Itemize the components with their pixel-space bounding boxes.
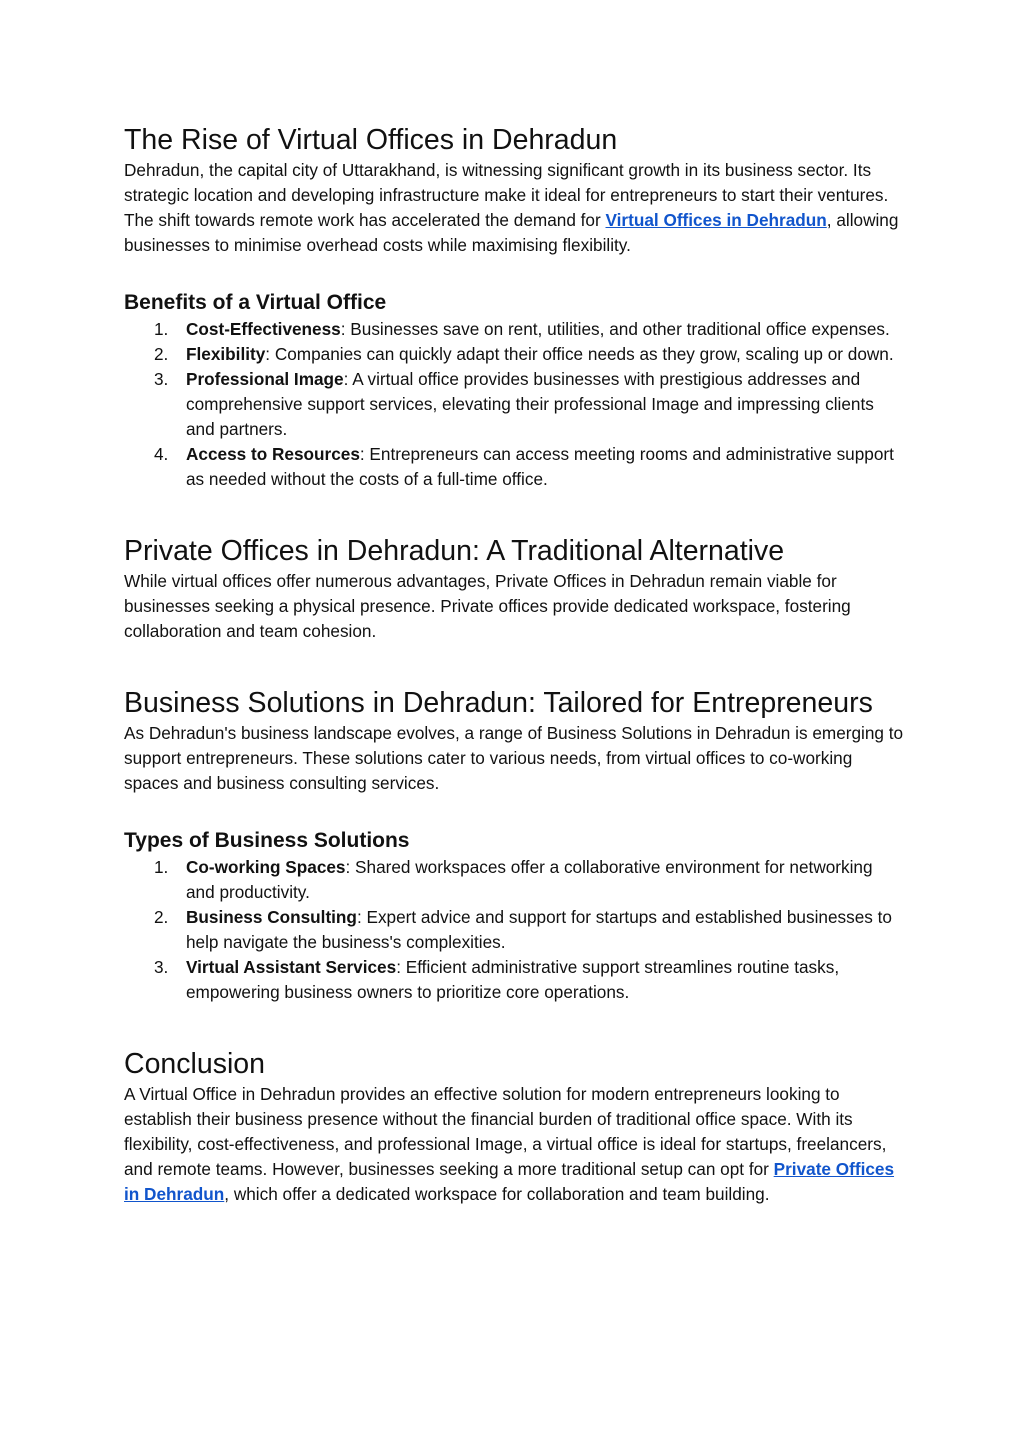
list-number: 2.	[154, 907, 169, 927]
paragraph-business-solutions: As Dehradun's business landscape evolves, a range of Business Solutions in Dehradun is emerging to support entrepreneurs. These solutions cater to various needs, from virtual offices to co-working spaces and business consulting services.	[124, 723, 904, 793]
list-text: : A virtual office provides businesses with prestigious addresses and comprehensive support services, elevating their professional Image and impressing clients and partners.	[186, 369, 874, 439]
paragraph-private-offices: While virtual offices offer numerous advantages, Private Offices in Dehradun remain viable for businesses seeking a physical presence. Private offices provide dedicated workspace, fostering collaboration and team cohesion.	[124, 571, 851, 641]
list-item	[124, 367, 904, 442]
list-item	[124, 905, 904, 955]
paragraph-intro-text-end: , allowing businesses to minimise overhead costs while maximising flexibility.	[124, 210, 899, 255]
list-text: : Businesses save on rent, utilities, and other traditional office expenses.	[340, 319, 890, 339]
list-term: Business Consulting	[186, 907, 357, 927]
list-item	[124, 342, 904, 367]
list-term: Access to Resources	[186, 444, 360, 464]
heading-private-offices: Private Offices in Dehradun: A Traditional Alternative	[124, 535, 785, 567]
list-number: 1.	[154, 319, 169, 339]
paragraph-intro-text-start: Dehradun, the capital city of Uttarakhand, is witnessing significant growth in its business sector. Its strategic location and developing infrastructure make it ideal for entrepreneurs to start their ventures. The shift towards remote work has accelerated the demand for	[124, 160, 889, 230]
types-list	[124, 855, 904, 1005]
list-number: 3.	[154, 957, 169, 977]
link-virtual-offices-dehradun[interactable]: Virtual Offices in Dehradun	[605, 210, 827, 230]
list-number: 1.	[154, 857, 169, 877]
list-text: : Expert advice and support for startups and established businesses to help navigate the business's complexities.	[186, 907, 892, 952]
heading-benefits: Benefits of a Virtual Office	[124, 291, 387, 314]
benefits-list	[124, 317, 904, 492]
list-term: Virtual Assistant Services	[186, 957, 397, 977]
paragraph-intro	[124, 158, 904, 258]
paragraph-conclusion-text-start: A Virtual Office in Dehradun provides an effective solution for modern entrepreneurs looking to establish their business presence without the financial burden of traditional office space. With its flexibility, cost-effectiveness, and professional Image, a virtual office is ideal for startups, freelancers, and remote teams. However, businesses seeking a more traditional setup can opt for	[124, 1084, 887, 1179]
list-term: Cost-Effectiveness	[186, 319, 341, 339]
list-term: Flexibility	[186, 344, 266, 364]
spacer	[124, 492, 904, 533]
spacer	[124, 644, 904, 685]
list-text: : Companies can quickly adapt their office needs as they grow, scaling up or down.	[265, 344, 894, 364]
spacer	[124, 796, 904, 827]
heading-types-of-solutions: Types of Business Solutions	[124, 829, 410, 852]
spacer	[124, 258, 904, 289]
spacer	[124, 1005, 904, 1046]
paragraph-conclusion-text-end: , which offer a dedicated workspace for collaboration and team building.	[224, 1184, 770, 1204]
list-term: Professional Image	[186, 369, 344, 389]
list-term: Co-working Spaces	[186, 857, 346, 877]
list-number: 2.	[154, 344, 169, 364]
list-number: 3.	[154, 369, 169, 389]
heading-conclusion: Conclusion	[124, 1048, 265, 1080]
list-text: : Shared workspaces offer a collaborative environment for networking and productivity.	[186, 857, 873, 902]
list-item	[124, 442, 904, 492]
list-item	[124, 317, 904, 342]
link-private-offices-dehradun[interactable]: Private Offices in Dehradun	[124, 1159, 895, 1204]
paragraph-conclusion	[124, 1082, 904, 1207]
list-text: : Efficient administrative support streamlines routine tasks, empowering business owners to prioritize core operations.	[186, 957, 840, 1002]
heading-business-solutions: Business Solutions in Dehradun: Tailored for Entrepreneurs	[124, 687, 873, 719]
list-item	[124, 955, 904, 1005]
list-number: 4.	[154, 444, 169, 464]
heading-rise-of-virtual-offices: The Rise of Virtual Offices in Dehradun	[124, 124, 618, 156]
list-text: : Entrepreneurs can access meeting rooms and administrative support as needed without the costs of a full-time office.	[186, 444, 894, 489]
list-item	[124, 855, 904, 905]
